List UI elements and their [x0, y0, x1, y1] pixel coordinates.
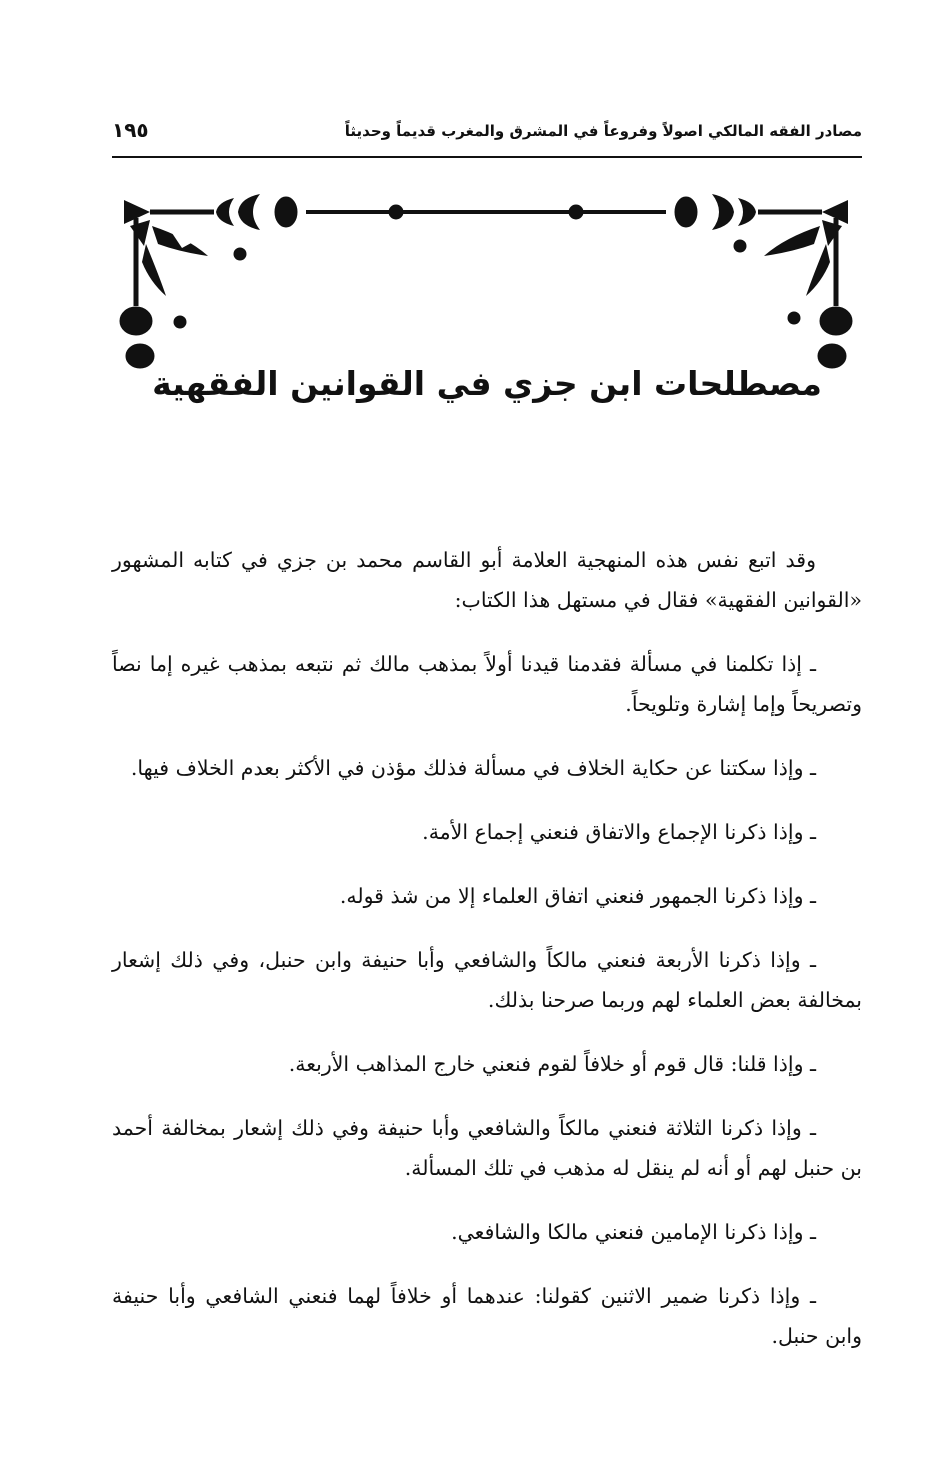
- list-item: ـ إذا تكلمنا في مسألة فقدمنا قيدنا أولاً بمذهب مالك ثم نتبعه بمذهب غيره إما نصاً وتصريحاً وإما إشارة وتلويحاً.: [112, 652, 862, 716]
- header-title: مصادر الفقه المالكي اصولاً وفروعاً في المشرق والمغرب قديماً وحديثاً: [344, 122, 862, 140]
- intro-paragraph: وقد اتبع نفس هذه المنهجية العلامة أبو القاسم محمد بن جزي في كتابه المشهور «القوانين الفقهية» فقال في مستهل هذا الكتاب:: [112, 548, 862, 612]
- chapter-title: مصطلحات ابن جزي في القوانين الفقهية: [152, 364, 822, 403]
- list-item: ـ وإذا قلنا: قال قوم أو خلافاً لقوم فنعني خارج المذاهب الأربعة.: [288, 1052, 816, 1076]
- list-item: ـ وإذا ذكرنا الإمامين فنعني مالكا والشافعي.: [451, 1220, 816, 1244]
- page-number: ١٩٥: [112, 118, 149, 142]
- list-item: ـ وإذا سكتنا عن حكاية الخلاف في مسألة فذلك مؤذن في الأكثر بعدم الخلاف فيها.: [130, 756, 816, 780]
- running-header: [112, 118, 862, 158]
- list-item: ـ وإذا ذكرنا الثلاثة فنعني مالكاً والشافعي وأبا حنيفة وفي ذلك إشعار بمخالفة أحمد بن حنبل لهم أو أنه لم ينقل له مذهب في تلك المسألة.: [112, 1116, 862, 1180]
- header-rule: [112, 156, 862, 158]
- list-item: ـ وإذا ذكرنا الجمهور فنعني اتفاق العلماء إلا من شذ قوله.: [339, 884, 816, 908]
- body-text: [112, 540, 862, 1380]
- list-item: ـ وإذا ذكرنا الأربعة فنعني مالكاً والشافعي وأبا حنيفة وابن حنبل، وفي ذلك إشعار بمخالفة بعض العلماء لهم وربما صرحنا بذلك.: [112, 948, 862, 1012]
- decorative-frame-ornament: [110, 186, 862, 376]
- list-item: ـ وإذا ذكرنا ضمير الاثنين كقولنا: عندهما أو خلافاً لهما فنعني الشافعي وأبا حنيفة وابن حنبل.: [112, 1284, 862, 1348]
- list-item: ـ وإذا ذكرنا الإجماع والاتفاق فنعني إجماع الأمة.: [422, 820, 816, 844]
